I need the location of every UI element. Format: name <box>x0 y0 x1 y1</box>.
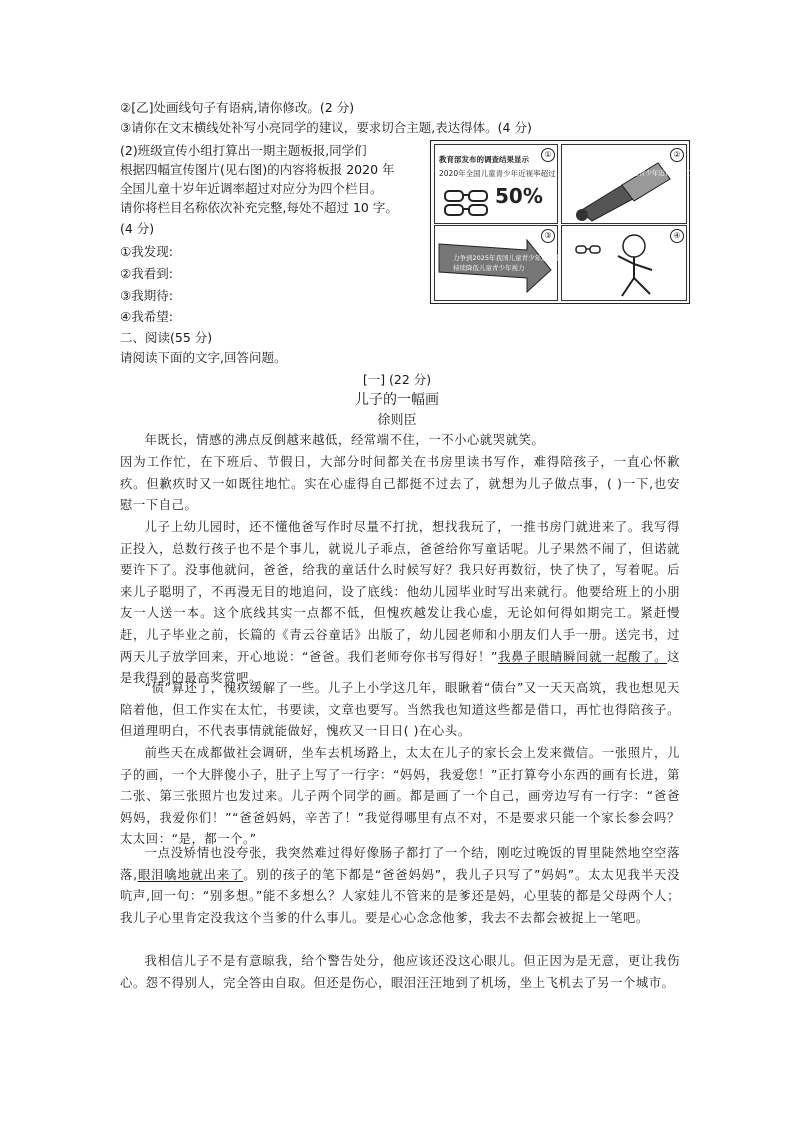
toothpaste-tube-icon <box>562 145 686 223</box>
reading-heading: 二、阅读(55 分) <box>120 330 213 345</box>
panel-3-caption: 力争到2025年我国儿童青少年近视率 <box>453 254 561 262</box>
question-2: ②[乙]处画线句子有语病,请你修改。(2 分) <box>120 100 355 115</box>
paragraph-6-tail: 。别的孩子的笔下都是“爸爸妈妈”，我儿子只写了”妈妈”。太太见我半天没吭声,回一句：“别多想。”能不多想么？人家娃儿不管来的是爹还是妈，心里装的都是父母两个人；我儿子心里肯定没我这个当爹的什么事儿。要是心心念念他爹，我去不去都会被捉上一笔吧。 <box>120 867 681 925</box>
paragraph-3 <box>120 517 680 690</box>
task-2-line-2: 根据四幅宣传图片(见右图)的内容将板报 2020 年 <box>120 162 395 177</box>
article-author: 徐则臣 <box>377 413 417 428</box>
paragraph-6 <box>120 843 680 929</box>
panel-1-subcaption: 2020年全国儿童青少年近视率超过 <box>439 169 556 178</box>
task-2-line-5: (4 分) <box>120 221 155 236</box>
panel-2-number: ② <box>670 148 684 162</box>
paragraph-3-text: 儿子上幼儿园时，还不懂他爸写作时尽量不打扰，想找我玩了，一推书房门就进来了。我写得正投入，总数行孩子也不是个事儿，就说儿子乖点，爸爸给你写童话呢。儿子果然不闹了，但诺就要许下了。没事他就问，爸爸，给我的童话什么时候写好？我只好再数衍，快了快了，写着呢。后来儿子聪明了，不再漫无目的地追问，设了底线：他幼儿园毕业时写出来就行。他要给班上的小朋友一人送一本。这个底线其实一点都不低，但愧疚越发让我心虚，无论如何得如期完工。紧赶慢赶，儿子毕业之前，长篇的《青云谷童话》出版了，幼儿园老师和小朋友们人手一册。送完书，过两天儿子放学回来，开心地说：“爸爸。我们老师夸你书写得好！” <box>120 520 680 664</box>
panel-3-subcaption: 持续降低儿童青少年视力 <box>453 264 525 272</box>
panel-3-target <box>434 225 561 301</box>
paragraph-3-tail: 这是我得到的最高奖赏吧。 <box>120 649 680 686</box>
paragraph-3-underlined: 我鼻子眼睛瞬间就一起酸了。 <box>498 649 668 664</box>
paragraph-4: “债”算还了，愧疚缓解了一些。儿子上小学这几年，眼瞅着“债台”又一天天高筑，我也想见天陪着他，但工作实在太忙，书要读，文章也要写。当然我也知道这些都是借口，再忙也得陪孩子。但道理明白，不代表事情就能做好，愧疚又一日日( )在心头。 <box>120 681 680 739</box>
panel-2-caption: 儿童青少年近视防控工作方案 <box>626 169 711 177</box>
task-2-line-4: 请你将栏目名称依次补充完整,每处不超过 10 字。 <box>120 200 398 215</box>
panel-4-number: ④ <box>670 229 684 243</box>
arrow-banner-icon <box>435 226 557 300</box>
paragraph-6-underlined: 眼泪噙地就出来了 <box>137 867 244 882</box>
panel-1-survey <box>434 144 558 224</box>
poster-figure <box>430 140 711 304</box>
panel-4-boy <box>561 225 687 301</box>
part-label: [一] (22 分) <box>362 372 432 387</box>
question-3: ③请你在文末横线处补写小亮同学的建议，要求切合主题,表达得体。(4 分) <box>120 120 532 135</box>
panel-1-value: 50% <box>495 184 543 208</box>
task-2-line-1: (2)班级宣传小组打算出一期主题板报,同学们 <box>120 143 367 158</box>
column-4-label: ④我希望: <box>120 309 173 324</box>
article-title: 儿子的一幅画 <box>355 392 439 408</box>
column-3-label: ③我期待: <box>120 288 173 303</box>
panel-1-caption: 教育部发布的调查结果显示 <box>439 155 529 164</box>
panel-2-plan <box>561 144 711 224</box>
paragraph-5: 前些天在成都做社会调研，坐车去机场路上，太太在儿子的家长会上发来微信。一张照片，儿子的画，一个大胖傻小子，肚子上写了一行字：“妈妈，我爱您！”正打算夸小东西的画有长进，第二张、第三张照片也发过来。儿子两个同学的画。都是画了一个自己，画旁边写有一行字：“爸爸妈妈，我爱你们！”“爸爸妈妈，辛苦了！”我觉得哪里有点不对，不是要求只能一个家长参会吗？太太回：“是，都一个。” <box>120 746 680 847</box>
running-boy-icon <box>562 226 686 300</box>
column-2-label: ②我看到: <box>120 266 173 281</box>
column-1-label: ①我发现: <box>120 244 173 259</box>
panel-1-number: ① <box>541 148 555 162</box>
paragraph-6-text: 一点没矫情也没夸张，我突然难过得好像肠子都打了一个结，刚吃过晚饭的胃里陡然地空空落落, <box>120 846 680 882</box>
panel-3-number: ③ <box>541 229 555 243</box>
reading-instruction: 请阅读下面的文字,回答问题。 <box>120 350 287 365</box>
paragraph-2: 因为工作忙，在下班后、节假日，大部分时间都关在书房里读书写作，难得陪孩子，一直心怀歉疚。但歉疚时又一如既往地忙。实在心虚得自己都挺不过去了，就想为儿子做点事，( )一下,也安慰一下自己。 <box>120 455 680 513</box>
glasses-stack-icon <box>441 185 493 221</box>
paragraph-1: 年既长，情感的沸点反倒越来越低，经常端不住，一不小心就哭就笑。 <box>144 433 545 447</box>
paragraph-7: 我相信儿子不是有意晾我，给个警告处分，他应该还没这心眼儿。但正因为是无意，更让我伤心。怨不得别人，完全答由自取。但还是伤心，眼泪汪汪地到了机场，坐上飞机去了另一个城市。 <box>120 954 680 990</box>
task-2-line-3: 全国儿童十岁年近调率超过对应分为四个栏目。 <box>120 181 383 196</box>
